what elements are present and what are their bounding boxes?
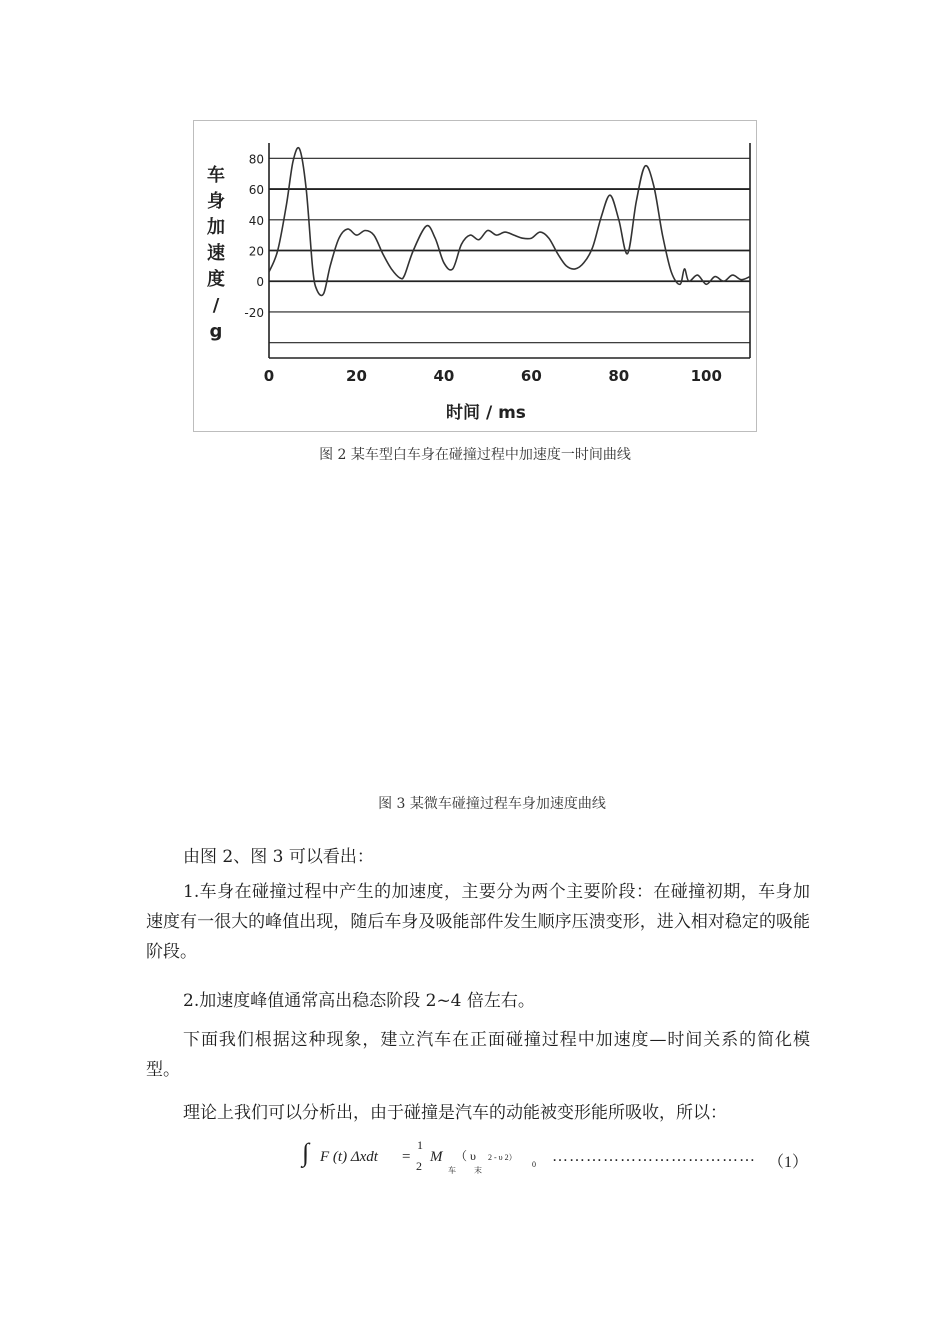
y-tick-label: 80 xyxy=(248,152,264,167)
y-axis-label-char: g xyxy=(209,321,223,342)
mass-symbol: M xyxy=(430,1149,443,1165)
y-axis-label-char: 车 xyxy=(207,165,225,186)
mass-subscript: 车 xyxy=(448,1166,456,1175)
y-axis-label-char: / xyxy=(212,295,220,316)
x-tick-label: 20 xyxy=(346,367,367,385)
fraction-denominator: 2 xyxy=(416,1159,422,1173)
acceleration-curve xyxy=(269,148,750,296)
paragraph-intro: 由图 2、图 3 可以看出： xyxy=(183,847,374,867)
leader-dots: ……………………………… xyxy=(552,1148,756,1165)
acceleration-time-chart xyxy=(194,121,758,433)
y-tick-label: 60 xyxy=(248,183,264,198)
integral-sign: ∫ xyxy=(302,1138,310,1167)
y-tick-label: 40 xyxy=(248,213,264,228)
x-axis-label: 时间 / ms xyxy=(446,403,526,423)
y-axis-label-char: 身 xyxy=(207,191,225,212)
velocity-exponent: 2 - υ 2） xyxy=(488,1153,517,1162)
x-tick-label: 0 xyxy=(263,367,275,385)
y-tick-label: 20 xyxy=(248,244,264,259)
y-tick-label: 0 xyxy=(256,275,264,290)
figure-2-caption: 图 2 某车型白车身在碰撞过程中加速度一时间曲线 xyxy=(319,447,631,463)
y-axis-label-char: 速 xyxy=(207,243,225,264)
y-axis-label-char: 度 xyxy=(207,269,225,290)
equation-number: （1） xyxy=(768,1154,809,1171)
velocity-term: （ υ xyxy=(455,1149,476,1163)
equation-lhs: F (t) Δxdt xyxy=(320,1149,378,1165)
x-tick-label: 100 xyxy=(690,367,722,385)
x-tick-label: 60 xyxy=(520,367,542,385)
figure-3-caption: 图 3 某微车碰撞过程车身加速度曲线 xyxy=(378,796,606,812)
y-axis-label-char: 加 xyxy=(207,217,225,238)
paragraph-point-2: 2.加速度峰值通常高出稳态阶段 2~4 倍左右。 xyxy=(183,991,535,1011)
paragraph-theory: 理论上我们可以分析出，由于碰撞是汽车的动能被变形能所吸收，所以： xyxy=(183,1103,727,1123)
initial-velocity-subscript: 0 xyxy=(532,1160,536,1169)
fraction-numerator: 1 xyxy=(417,1138,423,1152)
equals-sign: = xyxy=(402,1149,411,1165)
x-tick-label: 40 xyxy=(433,367,455,385)
y-tick-label: -20 xyxy=(244,305,264,320)
paragraph-point-1: 1.车身在碰撞过程中产生的加速度，主要分为两个主要阶段：在碰撞初期，车身加速度有一很大的峰值出现，随后车身及吸能部件发生顺序压溃变形，进入相对稳定的吸能阶段。 xyxy=(146,882,810,962)
equation-1 xyxy=(298,1138,818,1188)
x-tick-label: 80 xyxy=(608,367,630,385)
paragraph-model: 下面我们根据这种现象，建立汽车在正面碰撞过程中加速度—时间关系的简化模型。 xyxy=(146,1030,810,1080)
velocity-end-subscript: 末 xyxy=(474,1166,482,1175)
figure-2 xyxy=(193,120,757,432)
